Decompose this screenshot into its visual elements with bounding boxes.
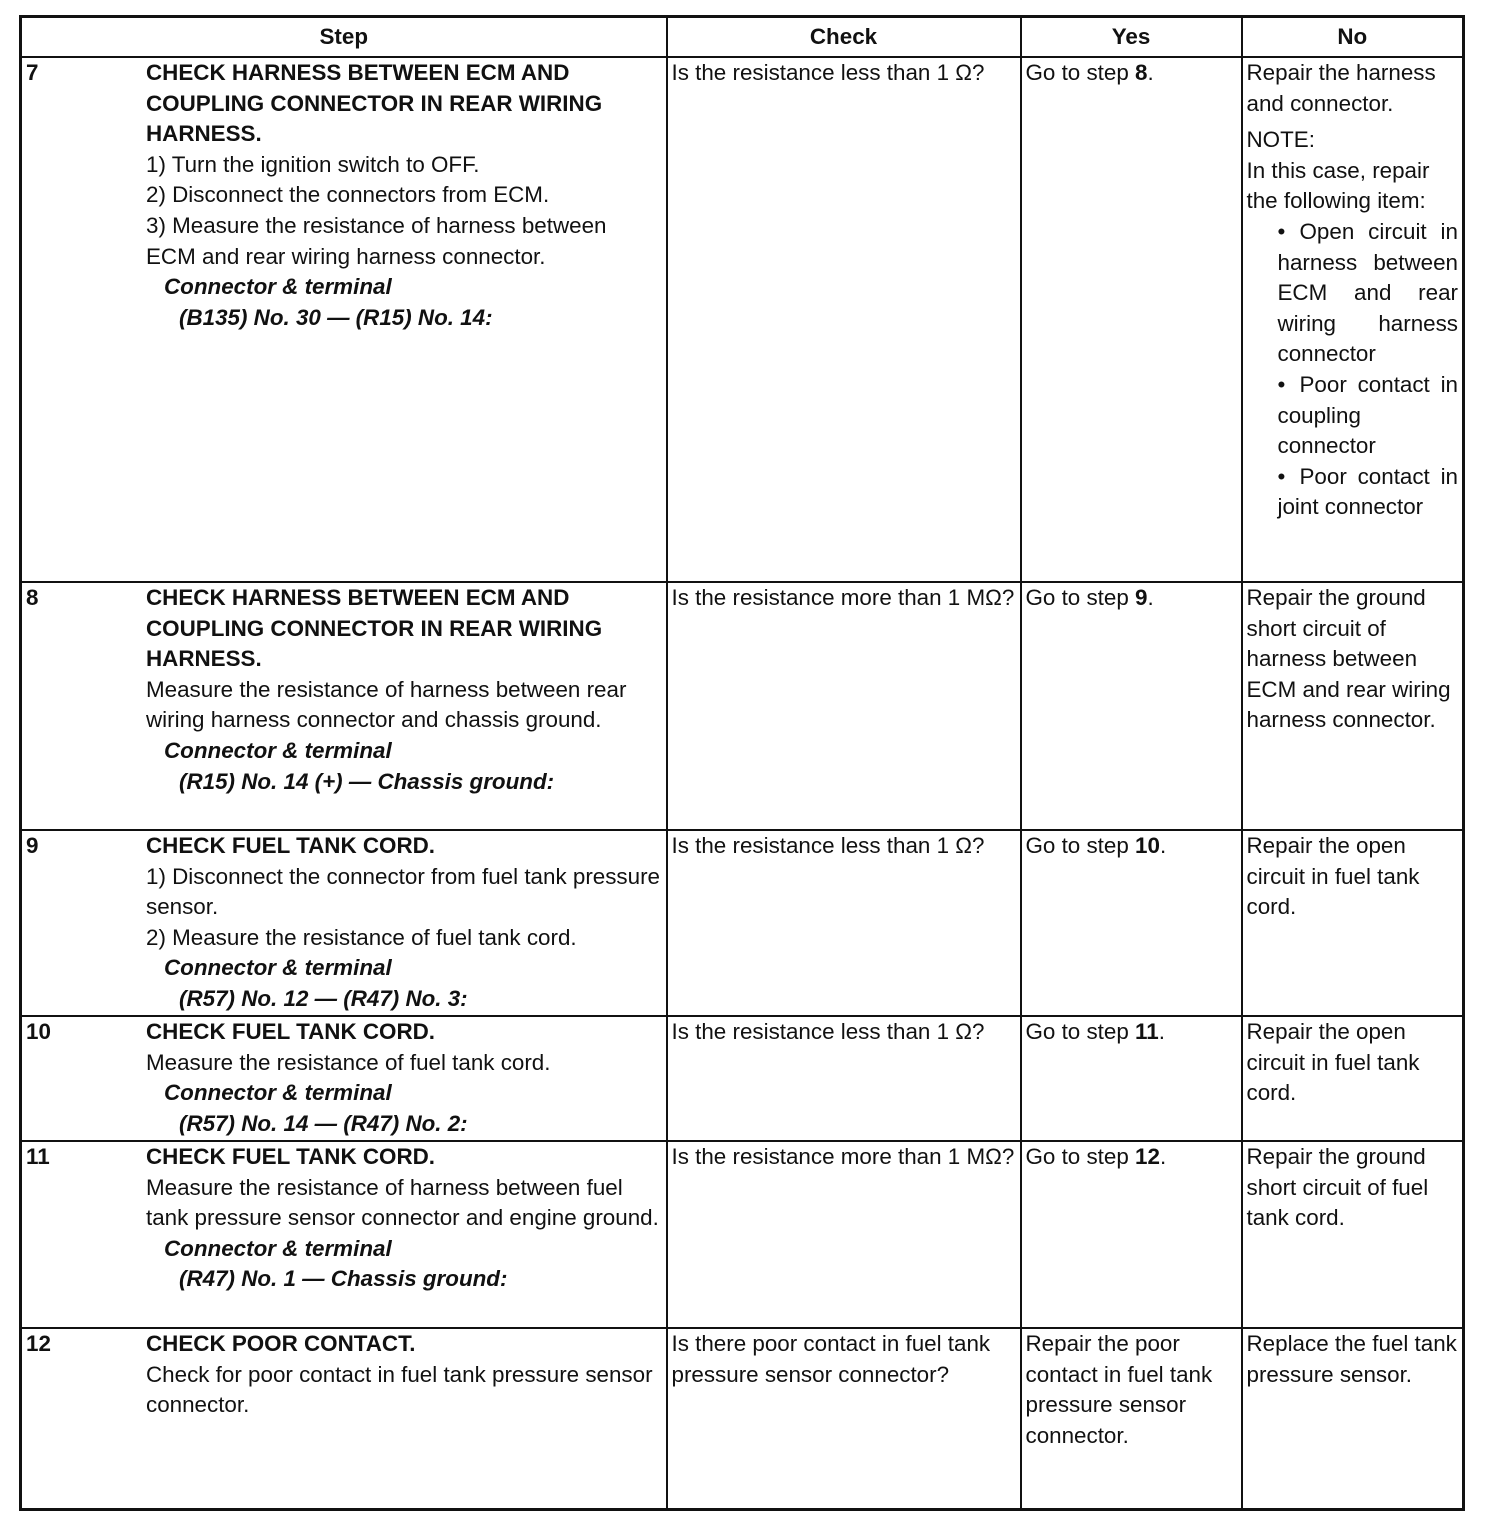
terminal-spec: (R57) No. 12 — (R47) No. 3: — [179, 985, 468, 1011]
yes-suffix: . — [1158, 1019, 1165, 1044]
yes-cell — [1021, 582, 1242, 830]
yes-suffix: . — [1147, 585, 1154, 610]
step-line: 1) Turn the ignition switch to OFF. — [146, 151, 480, 177]
yes-cell — [1021, 1328, 1242, 1510]
yes-cell — [1021, 830, 1242, 1016]
table-row — [21, 1141, 1464, 1328]
step-cell — [21, 57, 667, 582]
no-cell: Repair the ground short circuit of fuel tank cord. — [1242, 1141, 1464, 1328]
step-title: CHECK FUEL TANK CORD. — [146, 1144, 436, 1169]
check-cell: Is the resistance less than 1 Ω? — [667, 830, 1021, 1016]
header-step: Step — [21, 17, 667, 58]
yes-text: Go to step — [1025, 833, 1136, 858]
note-bullets — [1247, 217, 1459, 523]
step-line: 1) Disconnect the connector from fuel tank pressure sensor. — [146, 863, 660, 920]
table-row — [21, 57, 1464, 582]
note-text: In this case, repair the following item: — [1246, 157, 1430, 214]
check-cell: Is there poor contact in fuel tank pressure sensor connector? — [667, 1328, 1021, 1510]
header-row — [21, 17, 1464, 58]
connector-label: Connector & terminal — [164, 1080, 392, 1106]
yes-step-ref: 12 — [1135, 1144, 1160, 1169]
connector-label: Connector & terminal — [164, 1235, 392, 1261]
list-item: • Poor contact in coupling connector — [1277, 371, 1458, 459]
check-cell: Is the resistance less than 1 Ω? — [667, 57, 1021, 582]
check-cell: Is the resistance more than 1 MΩ? — [667, 582, 1021, 830]
step-cell — [21, 1016, 667, 1141]
step-title: CHECK FUEL TANK CORD. — [146, 833, 436, 858]
table-row — [21, 1328, 1464, 1510]
list-item: • Poor contact in joint connector — [1277, 463, 1458, 520]
yes-cell — [1021, 1016, 1242, 1141]
yes-cell — [1021, 1141, 1242, 1328]
no-cell: Replace the fuel tank pressure sensor. — [1242, 1328, 1464, 1510]
note-label: NOTE: — [1246, 127, 1315, 153]
header-no: No — [1242, 17, 1464, 58]
step-title: CHECK HARNESS BETWEEN ECM AND COUPLING CONNECTOR IN REAR WIRING HARNESS. — [146, 60, 603, 147]
diagnostic-table — [19, 15, 1465, 1511]
step-line: 3) Measure the resistance of harness between ECM and rear wiring harness connector. — [146, 212, 607, 269]
step-line: Check for poor contact in fuel tank pressure sensor connector. — [146, 1361, 653, 1418]
step-line: Measure the resistance of harness between fuel tank pressure sensor connector and engine ground. — [146, 1174, 659, 1231]
yes-text: Go to step — [1025, 1019, 1136, 1044]
bullet-icon: • — [1277, 463, 1286, 489]
table-row — [21, 830, 1464, 1016]
yes-suffix: . — [1159, 1144, 1167, 1169]
check-cell: Is the resistance more than 1 MΩ? — [667, 1141, 1021, 1328]
table-row — [21, 1016, 1464, 1141]
yes-text: Go to step — [1025, 60, 1136, 85]
connector-label: Connector & terminal — [164, 274, 392, 300]
yes-cell — [1021, 57, 1242, 582]
step-line: 2) Measure the resistance of fuel tank cord. — [146, 924, 577, 950]
no-cell: Repair the open circuit in fuel tank cord. — [1242, 1016, 1464, 1141]
no-text: Repair the harness and connector. — [1246, 60, 1436, 116]
yes-step-ref: 9 — [1135, 585, 1148, 610]
header-check: Check — [667, 17, 1021, 58]
header-yes: Yes — [1021, 17, 1242, 58]
step-cell — [21, 582, 667, 830]
terminal-spec: (R57) No. 14 — (R47) No. 2: — [179, 1110, 468, 1136]
step-line: Measure the resistance of fuel tank cord. — [146, 1049, 551, 1075]
step-title: CHECK HARNESS BETWEEN ECM AND COUPLING CONNECTOR IN REAR WIRING HARNESS. — [146, 585, 603, 672]
terminal-spec: (R15) No. 14 (+) — Chassis ground: — [179, 768, 555, 794]
step-line: 2) Disconnect the connectors from ECM. — [146, 182, 550, 208]
no-cell — [1242, 57, 1464, 582]
yes-suffix: . — [1159, 833, 1167, 858]
step-cell — [21, 1141, 667, 1328]
step-number: 11 — [26, 1144, 50, 1169]
yes-text: Go to step — [1025, 585, 1136, 610]
table-row — [21, 582, 1464, 830]
yes-step-ref: 11 — [1135, 1019, 1159, 1044]
step-number: 7 — [26, 60, 39, 85]
step-cell — [21, 830, 667, 1016]
step-cell — [21, 1328, 667, 1510]
step-title: CHECK POOR CONTACT. — [146, 1331, 416, 1356]
no-cell: Repair the ground short circuit of harness between ECM and rear wiring harness connector. — [1242, 582, 1464, 830]
terminal-spec: (B135) No. 30 — (R15) No. 14: — [179, 304, 493, 330]
check-cell: Is the resistance less than 1 Ω? — [667, 1016, 1021, 1141]
list-item: • Open circuit in harness between ECM and rear wiring harness connector — [1277, 218, 1458, 367]
step-number: 12 — [26, 1331, 51, 1356]
connector-label: Connector & terminal — [164, 955, 392, 981]
yes-suffix: . — [1147, 60, 1154, 85]
connector-label: Connector & terminal — [164, 737, 392, 763]
yes-step-ref: 10 — [1135, 833, 1160, 858]
yes-text: Repair the poor contact in fuel tank pressure sensor connector. — [1025, 1331, 1213, 1448]
step-title: CHECK FUEL TANK CORD. — [146, 1019, 436, 1044]
yes-text: Go to step — [1025, 1144, 1136, 1169]
step-line: Measure the resistance of harness between rear wiring harness connector and chassis ground. — [146, 676, 627, 733]
yes-step-ref: 8 — [1135, 60, 1148, 85]
step-number: 8 — [26, 585, 39, 610]
step-number: 10 — [26, 1019, 51, 1044]
step-number: 9 — [26, 833, 39, 858]
no-cell: Repair the open circuit in fuel tank cord. — [1242, 830, 1464, 1016]
bullet-icon: • — [1277, 218, 1286, 244]
terminal-spec: (R47) No. 1 — Chassis ground: — [179, 1266, 508, 1292]
bullet-icon: • — [1277, 371, 1286, 397]
